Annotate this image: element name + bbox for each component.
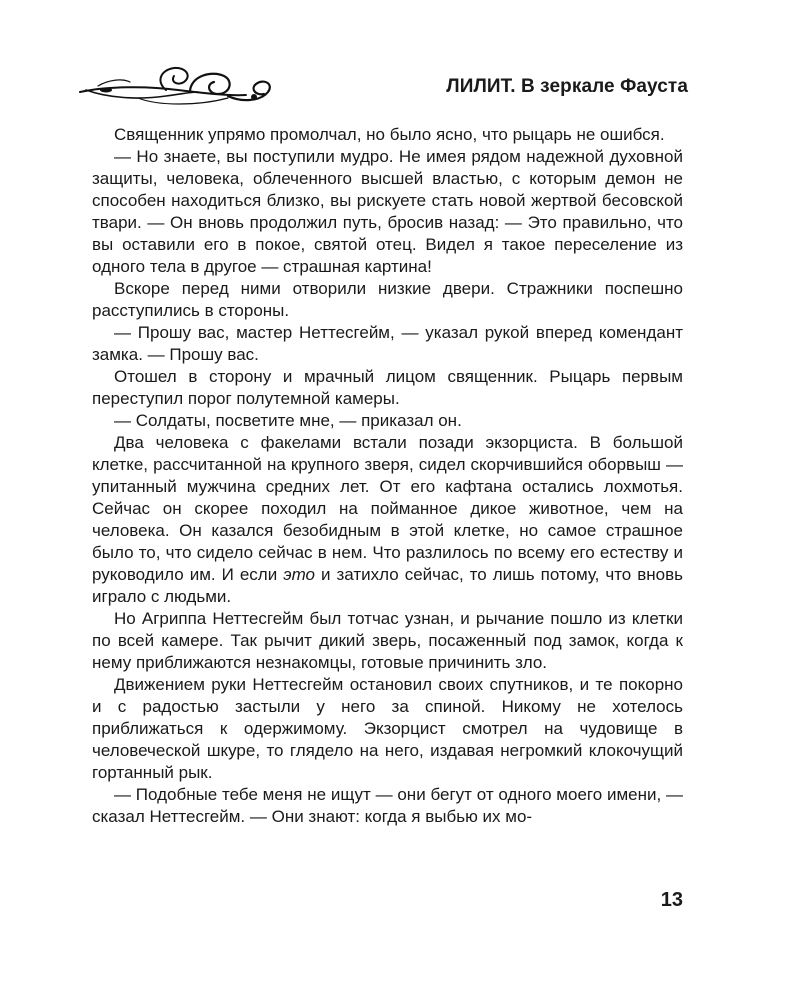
flourish-ornament-icon <box>78 62 278 108</box>
italic-word: это <box>283 565 316 584</box>
paragraph: — Но знаете, вы поступили мудро. Не имея рядом надежной духовной защиты, человека, облеченного высшей властью, с которым демон не способен находиться близко, вы рискуете стать новой жертвой бесовской твари. — Он вновь продолжил путь, бросив назад: — Это правильно, что вы оставили его в покое, святой отец. Видел я такое переселение из одного тела в другое — страшная картина! <box>92 147 683 276</box>
paragraph: Священник упрямо промолчал, но было ясно, что рыцарь не ошибся. <box>114 125 665 144</box>
paragraph: Вскоре перед ними отворили низкие двери. Стражники поспешно расступились в стороны. <box>92 279 683 320</box>
paragraph: Но Агриппа Неттесгейм был тотчас узнан, и рычание пошло из клетки по всей камере. Так рычит дикий зверь, посаженный под замок, когда к нему приближаются незнакомцы, готовые причинить зло. <box>92 609 683 672</box>
paragraph-text: Два человека с факелами встали позади экзорциста. В большой клетке, рассчитанной на крупного зверя, сидел скорчившийся оборвыш — упитанный мужчина средних лет. От его кафтана остались лохмотья. Сейчас он скорее походил на пойманное дикое животное, чем на человека. Он казался безобидным в этой клетке, но самое страшное было то, что сидело сейчас в нем. Что разлилось по всему его естеству и руководило им. И если <box>92 433 683 584</box>
body-text <box>92 124 683 828</box>
paragraph-text: и затихло сейчас, то лишь потому, что вновь играло с людьми. <box>92 565 683 606</box>
running-title: ЛИЛИТ. В зеркале Фауста <box>446 76 688 97</box>
page-number: 13 <box>660 889 683 911</box>
paragraph: Движением руки Неттесгейм остановил своих спутников, и те покорно и с радостью застыли у него за спиной. Никому не хотелось приближаться к одержимому. Экзорцист смотрел на чудовище в человеческой шкуре, то глядело на него, издавая негромкий клокочущий гортанный рык. <box>92 675 683 782</box>
page-header <box>78 62 688 108</box>
paragraph: — Прошу вас, мастер Неттесгейм, — указал рукой вперед комендант замка. — Прошу вас. <box>92 323 683 364</box>
paragraph <box>92 432 683 608</box>
paragraph: — Подобные тебе меня не ищут — они бегут от одного моего имени, — сказал Неттесгейм. — Они знают: когда я выбью их мо- <box>92 785 683 826</box>
paragraph: — Солдаты, посветите мне, — приказал он. <box>114 411 462 430</box>
paragraph: Отошел в сторону и мрачный лицом священник. Рыцарь первым переступил порог полутемной камеры. <box>92 367 683 408</box>
